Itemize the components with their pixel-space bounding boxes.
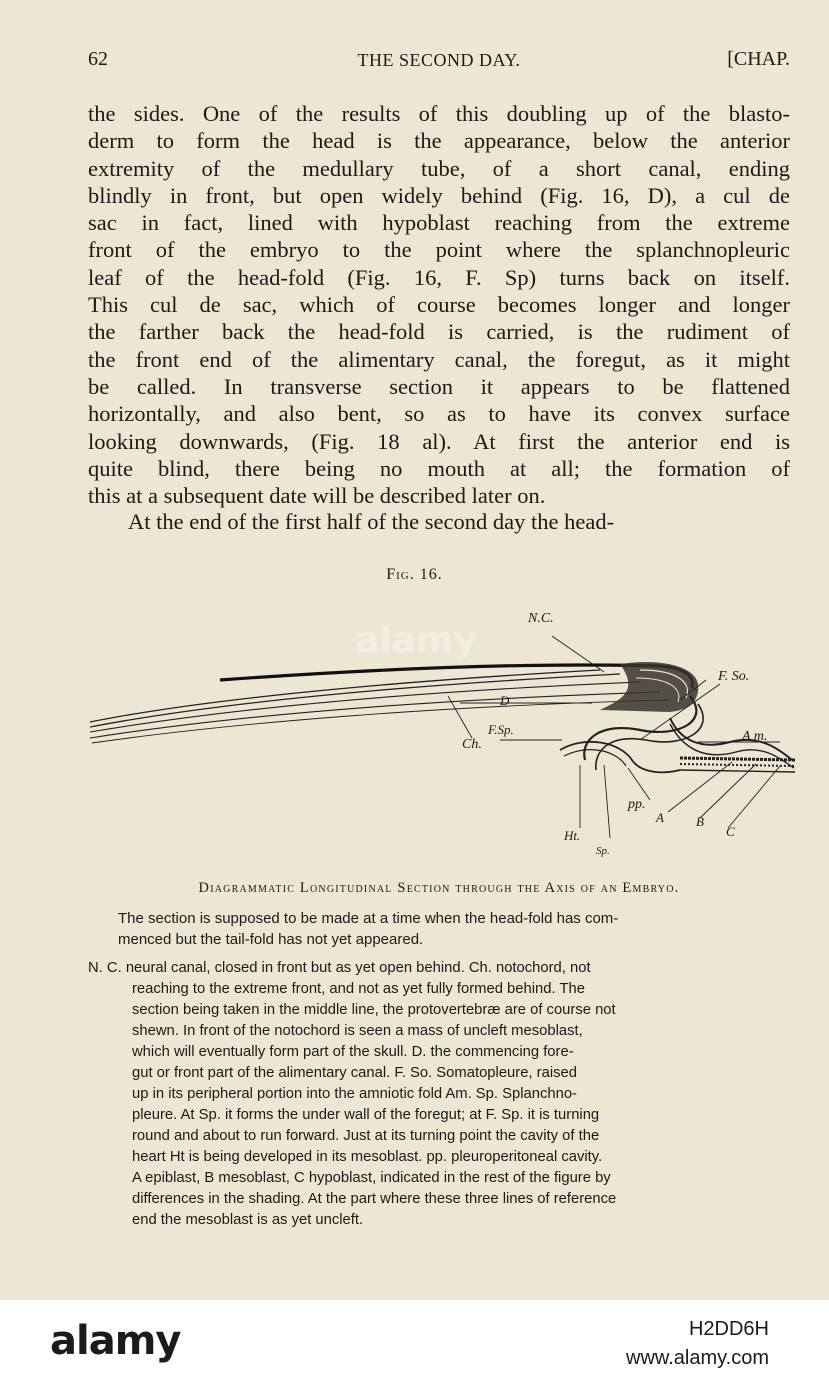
- legend-line: up in its peripheral portion into the amniotic fold Am. Sp. Splanchno-: [132, 1086, 577, 1102]
- figure-caption-title: Diagrammatic Longitudinal Section through the Axis of an Embryo.: [198, 880, 680, 896]
- text-line: This cul de sac, which of course becomes longer and longer: [88, 292, 790, 318]
- body-paragraph-1: [88, 100, 790, 509]
- watermark-overlay: alamy: [355, 620, 477, 661]
- legend-line: pleure. At Sp. it forms the under wall of the foregut; at F. Sp. it is turning: [132, 1107, 600, 1123]
- image-id: H2DD6H: [688, 1318, 769, 1340]
- label-pp: pp.: [628, 797, 646, 812]
- caption-line: The section is supposed to be made at a time when the head-fold has com-: [118, 910, 619, 927]
- blastoderm-layers: [90, 670, 670, 743]
- head-fold-mass: [600, 662, 698, 712]
- label-sp: Sp.: [596, 845, 610, 857]
- page-number: 62: [88, 48, 108, 70]
- figure-legend: [88, 958, 790, 1231]
- text-line: sac in fact, lined with hypoblast reaching from the extreme: [88, 210, 790, 236]
- text-line: blindly in front, but open widely behind (Fig. 16, D), a cul de: [88, 182, 790, 208]
- figure-caption-subtitle: [118, 908, 790, 950]
- caption-line: menced but the tail-fold has not yet appeared.: [118, 931, 424, 948]
- body-paragraph-2: At the end of the first half of the second day the head-: [128, 509, 615, 534]
- legend-line: gut or front part of the alimentary canal. F. So. Somatopleure, raised: [132, 1065, 577, 1081]
- text-line: the sides. One of the results of this doubling up of the blasto-: [88, 101, 790, 126]
- text-line: extremity of the medullary tube, of a short canal, ending: [88, 155, 790, 181]
- text-line: looking downwards, (Fig. 18 al). At first the anterior end is: [88, 428, 790, 454]
- legend-line: section being taken in the middle line, the protovertebræ are of course not: [132, 1002, 616, 1018]
- label-ch: Ch.: [462, 737, 482, 752]
- legend-line: N. C. neural canal, closed in front but as yet open behind. Ch. notochord, not: [88, 960, 591, 976]
- watermark-url[interactable]: www.alamy.com: [626, 1347, 769, 1369]
- label-d: D: [500, 693, 510, 708]
- running-header: [88, 48, 790, 78]
- text-line: the front end of the alimentary canal, the foregut, as it might: [88, 346, 790, 372]
- label-fso: F. So.: [718, 669, 750, 684]
- text-line: this at a subsequent date will be described later on.: [88, 483, 546, 509]
- text-line: quite blind, there being no mouth at all; the formation of: [88, 455, 790, 481]
- legend-line: round and about to run forward. Just at its turning point the cavity of the: [132, 1128, 600, 1144]
- running-title: THE SECOND DAY.: [357, 50, 521, 70]
- figure-label: Fig. 16.: [386, 566, 443, 583]
- text-line: be called. In transverse section it appears to be flattened: [88, 373, 790, 399]
- legend-line: differences in the shading. At the part where these three lines of reference: [132, 1191, 617, 1207]
- text-line: horizontally, and also bent, so as to have its convex surface: [88, 401, 790, 427]
- legend-line: shewn. In front of the notochord is seen a mass of uncleft mesoblast,: [132, 1023, 583, 1039]
- alamy-logo: alamy: [50, 1318, 181, 1364]
- label-a: A: [656, 810, 664, 825]
- label-ht: Ht.: [564, 828, 581, 843]
- legend-line: end the mesoblast is as yet uncleft.: [132, 1212, 364, 1228]
- label-fsp: F.Sp.: [488, 722, 514, 737]
- label-c: C: [726, 824, 735, 839]
- label-nc: N.C.: [528, 611, 554, 626]
- chapter-marker: [CHAP.: [727, 48, 790, 70]
- legend-line: A epiblast, B mesoblast, C hypoblast, indicated in the rest of the figure by: [132, 1170, 611, 1186]
- text-line: front of the embryo to the point where the splanchnopleuric: [88, 237, 790, 263]
- text-line: leaf of the head-fold (Fig. 16, F. Sp) turns back on itself.: [88, 264, 790, 290]
- label-b: B: [696, 814, 704, 829]
- legend-line: which will eventually form part of the skull. D. the commencing fore-: [132, 1044, 574, 1060]
- label-am: A m.: [742, 729, 768, 744]
- legend-line: reaching to the extreme front, and not as yet fully formed behind. The: [132, 981, 585, 997]
- text-line: derm to form the head is the appearance, below the anterior: [88, 128, 790, 154]
- text-line: the farther back the head-fold is carried, is the rudiment of: [88, 319, 790, 345]
- legend-line: heart Ht is being developed in its mesoblast. pp. pleuroperitoneal cavity.: [132, 1149, 603, 1165]
- right-layers: [680, 758, 795, 772]
